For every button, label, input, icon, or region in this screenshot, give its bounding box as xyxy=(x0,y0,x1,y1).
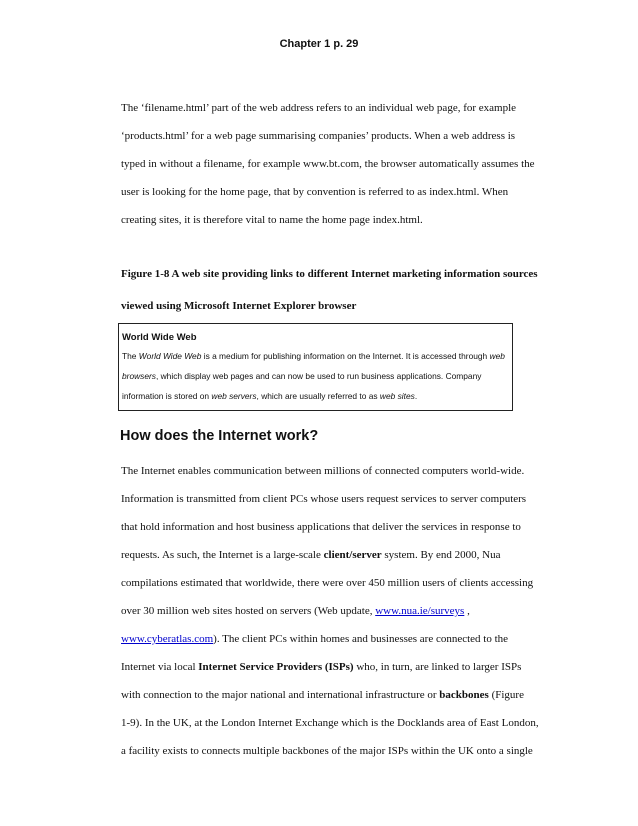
definition-title: World Wide Web xyxy=(122,332,197,343)
text-run: (Figure xyxy=(488,689,524,701)
body-line: Information is transmitted from client PCs whose users request services to server computers xyxy=(121,493,527,505)
body-line: compilations estimated that worldwide, there were over 450 million users of clients accessing xyxy=(121,577,534,589)
bold-term: client/server xyxy=(323,549,382,561)
figure-caption xyxy=(121,258,538,322)
term: web servers xyxy=(211,391,257,401)
body-line xyxy=(121,681,524,709)
nua-surveys-link[interactable]: www.nua.ie/surveys xyxy=(375,605,465,617)
page-header: Chapter 1 p. 29 xyxy=(279,38,359,50)
figure-caption-line: viewed using Microsoft Internet Explorer browser xyxy=(121,300,357,312)
text-run: requests. As such, the Internet is a large-scale xyxy=(121,549,324,561)
intro-line: typed in without a filename, for example www.bt.com, the browser automatically assumes the xyxy=(121,158,535,170)
cyberatlas-link[interactable]: www.cyberatlas.com xyxy=(121,633,214,645)
body-line: that hold information and host business applications that deliver the services in response to xyxy=(121,521,521,533)
definition-line xyxy=(122,366,512,386)
body-line xyxy=(121,653,521,681)
intro-line: The ‘filename.html’ part of the web address refers to an individual web page, for example xyxy=(121,102,517,114)
definition-line xyxy=(122,386,512,406)
text-run: who, in turn, are linked to larger ISPs xyxy=(353,661,522,673)
body-line xyxy=(121,625,521,653)
intro-line: ‘products.html’ for a web page summarising companies’ products. When a web address is xyxy=(121,130,516,142)
text-run: , which display web pages and can now be used to run business applications. Company xyxy=(155,371,482,381)
body-line: The Internet enables communication between millions of connected computers world-wide. xyxy=(121,465,525,477)
term: browsers xyxy=(122,371,156,381)
bold-term: Internet Service Providers (ISPs) xyxy=(198,661,354,673)
intro-line: user is looking for the home page, that by convention is referred to as index.html. When xyxy=(121,186,509,198)
body-line: 1-9). In the UK, at the London Internet Exchange which is the Docklands area of East London, xyxy=(121,717,539,729)
text-run: with connection to the major national and international infrastructure or xyxy=(121,689,440,701)
text-run: , xyxy=(464,605,470,617)
text-run: over 30 million web sites hosted on servers (Web update, xyxy=(121,605,376,617)
body-line xyxy=(121,541,521,569)
section-heading: How does the Internet work? xyxy=(120,428,319,444)
body-paragraph xyxy=(121,457,539,765)
term: World Wide Web xyxy=(138,351,202,361)
intro-line: creating sites, it is therefore vital to name the home page index.html. xyxy=(121,214,423,226)
text-run: . xyxy=(414,391,418,401)
text-run: , which are usually referred to as xyxy=(256,391,380,401)
text-run: information is stored on xyxy=(122,391,212,401)
body-line xyxy=(121,597,521,625)
text-run: is a medium for publishing information on the Internet. It is accessed through xyxy=(201,351,490,361)
text-run: system. By end 2000, Nua xyxy=(381,549,501,561)
intro-paragraph xyxy=(121,94,535,234)
bold-term: backbones xyxy=(439,689,489,701)
term: web xyxy=(489,351,505,361)
figure-caption-line: Figure 1-8 A web site providing links to different Internet marketing information sources xyxy=(121,268,538,280)
definition-line xyxy=(122,346,512,366)
definition-box xyxy=(118,323,513,411)
text-run: The xyxy=(122,351,139,361)
term: web sites xyxy=(379,391,415,401)
body-line: a facility exists to connects multiple backbones of the major ISPs within the UK onto a single xyxy=(121,745,533,757)
text-run: ). The client PCs within homes and businesses are connected to the xyxy=(213,633,509,645)
text-run: Internet via local xyxy=(121,661,199,673)
